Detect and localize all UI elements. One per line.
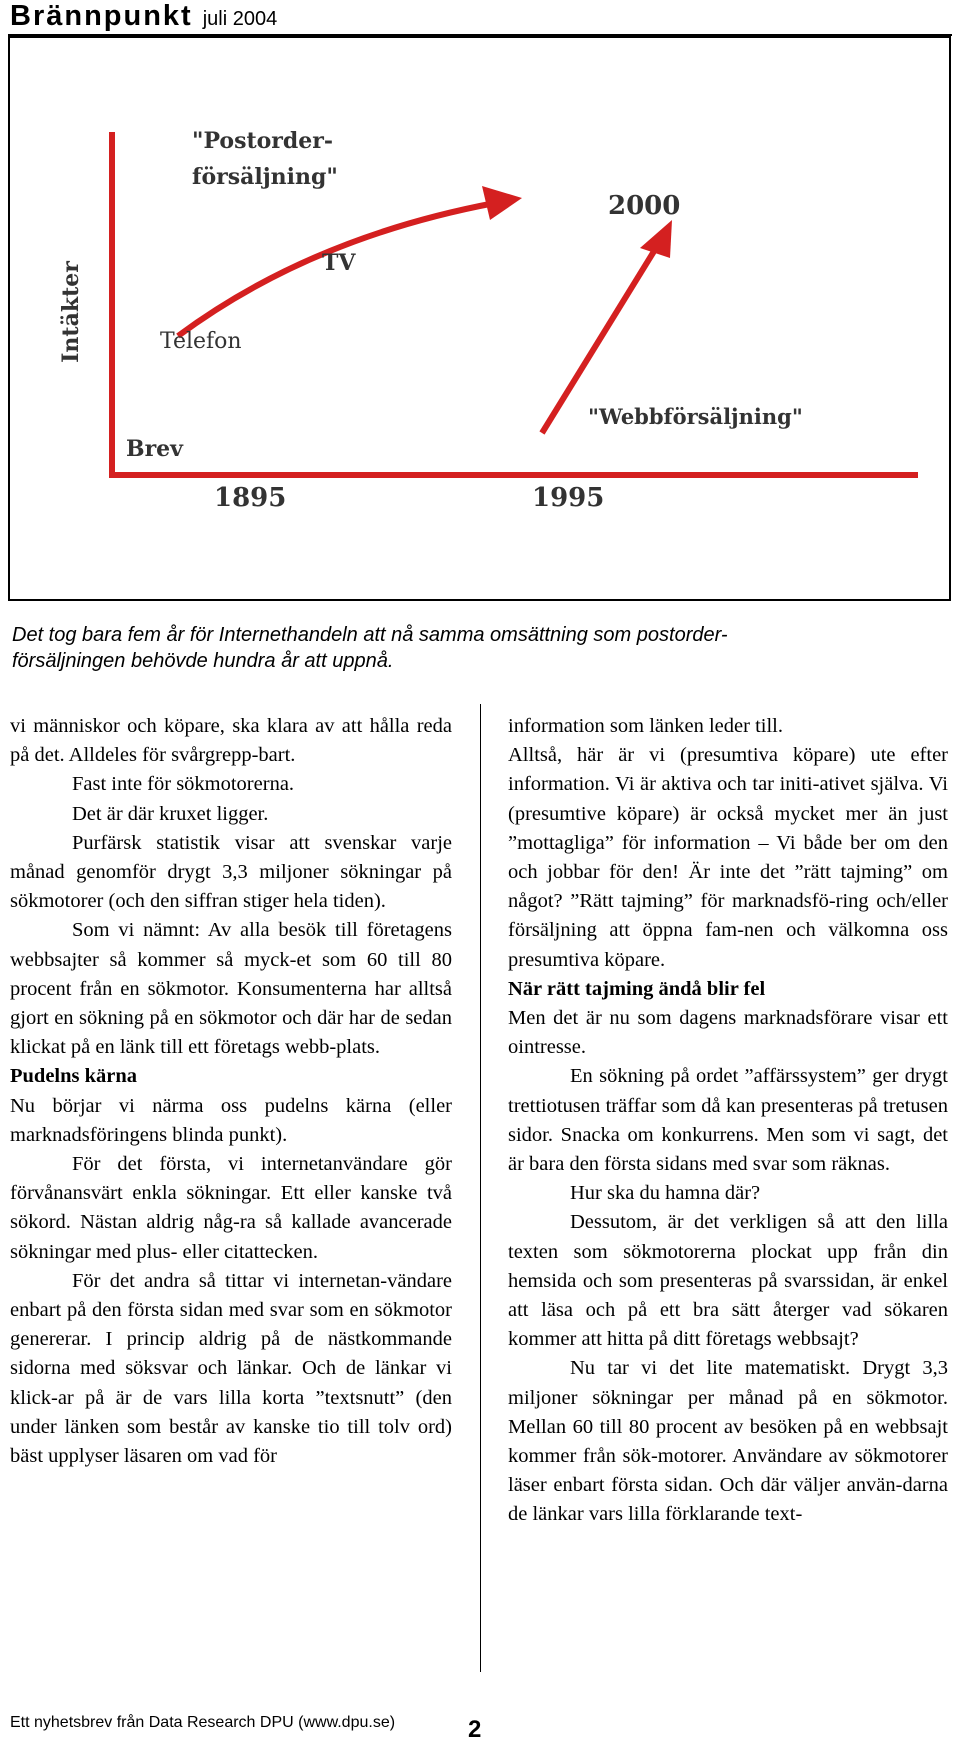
x-label-1995: 1995 <box>532 483 605 513</box>
label-postorder-line2: försäljning" <box>192 164 338 190</box>
label-year-2000: 2000 <box>608 191 681 221</box>
newsletter-header <box>10 0 277 33</box>
footer-text: Ett nyhetsbrev från Data Research DPU (www.dpu.se) <box>10 1714 396 1731</box>
paragraph: Som vi nämnt: Av alla besök till företagens webbsajter så kommer så myck-et som 60 till 80 procent från en sökmotor. Konsumenterna har alltså gjort en sökning på en sökmotor och där har de sedan klickat på en länk till ett företags webb-plats. <box>10 919 452 1059</box>
paragraph: Nu tar vi det lite matematiskt. Drygt 3,3 miljoner sökningar per månad på en sökmotor. Mellan 60 till 80 procent av besöken på en webbsajt kommer från sök-motorer. Användare av sökmotorer läser enbart första sidan. Och där väljer använ-darna de länkar vars lilla förklarande text- <box>508 1357 948 1526</box>
section-heading: När rätt tajming ändå blir fel <box>508 977 766 1000</box>
paragraph: Dessutom, är det verkligen så att den lilla texten som sökmotorerna plockat upp från din hemsida och som presenteras på svarssidan, är enkel att läsa och på ett bra sätt återger vad sökaren kommer att hitta på ditt företags webbsajt? <box>508 1211 948 1351</box>
label-postorder-line1: "Postorder- <box>192 128 334 154</box>
column-divider <box>480 704 481 1672</box>
sales-history-illustration <box>10 38 953 603</box>
newsletter-title: Brännpunkt <box>10 0 193 32</box>
paragraph: För det första, vi internetanvändare gör förvånansvärt enkla sökningar. Ett eller kanske två sökord. Nästan aldrig någ-ra så kallade avancerade sökningar med plus- eller citattecken. <box>10 1153 452 1263</box>
paragraph: Fast inte för sökmotorerna. <box>72 773 295 796</box>
paragraph: Purfärsk statistik visar att svenskar varje månad genomför drygt 3,3 miljoner sökningar på sökmotorer (och den siffran stiger hela tiden). <box>10 831 452 913</box>
label-telefon: Telefon <box>160 329 242 354</box>
label-brev: Brev <box>126 436 183 462</box>
label-webbforsaljning: "Webbförsäljning" <box>588 404 803 429</box>
paragraph: Men det är nu som dagens marknadsförare visar ett ointresse. <box>508 1007 948 1059</box>
page-number: 2 <box>468 1716 482 1743</box>
figure-caption <box>12 622 942 674</box>
paragraph: Hur ska du hamna där? <box>570 1182 761 1205</box>
right-column <box>508 712 948 1530</box>
paragraph: vi människor och köpare, ska klara av att hålla reda på det. Alldeles för svårgrepp-bart. <box>10 715 452 767</box>
postorder-arrowhead <box>482 186 522 220</box>
x-label-1895: 1895 <box>214 483 287 513</box>
webb-arrowhead <box>640 220 672 258</box>
paragraph: information som länken leder till. <box>508 715 783 737</box>
caption-line-1: Det tog bara fem år för Internethandeln att nå samma omsättning som postorder- <box>12 624 728 646</box>
y-axis-label: Intäkter <box>58 261 84 363</box>
section-heading: Pudelns kärna <box>10 1065 138 1088</box>
paragraph: Nu börjar vi närma oss pudelns kärna (eller marknadsföringens blinda punkt). <box>10 1094 452 1146</box>
paragraph: En sökning på ordet ”affärssystem” ger drygt trettiotusen träffar som då kan presenteras på tretusen sidor. Snacka om konkurrens. Men som vi sagt, det är bara den första sidans med svar som räknas. <box>508 1065 948 1176</box>
paragraph: Det är där kruxet ligger. <box>72 802 269 825</box>
issue-date: juli 2004 <box>202 8 278 30</box>
label-tv: TV <box>322 250 356 276</box>
left-column <box>10 712 452 1471</box>
sales-history-figure <box>8 36 951 601</box>
paragraph: För det andra så tittar vi internetan-vändare enbart på den första sidan med svar som en sökmotor genererar. I princip aldrig på de nästkommande sidorna med söksvar och länkar. Och de länkar vi klick-ar på är de vars lilla korta ”textsnutt” (den under länken som består av kanske tio till tolv ord) bäst upplyser läsaren om vad för <box>10 1269 452 1468</box>
caption-line-2: försäljningen behövde hundra år att uppnå. <box>12 650 394 672</box>
paragraph: Alltså, här är vi (presumtiva köpare) ute efter information. Vi är aktiva och tar initi-ativet själva. Vi (presumtive köpare) är också mycket mer än just ”mottagliga” för information – Vi både ber om den och jobbar för den! Är inte det ”rätt tajming” om något? ”Rätt tajming” för marknadsfö-ring och/eller försäljning att öppna fam-nen och välkomna oss presumtiva köpare. <box>508 744 948 971</box>
